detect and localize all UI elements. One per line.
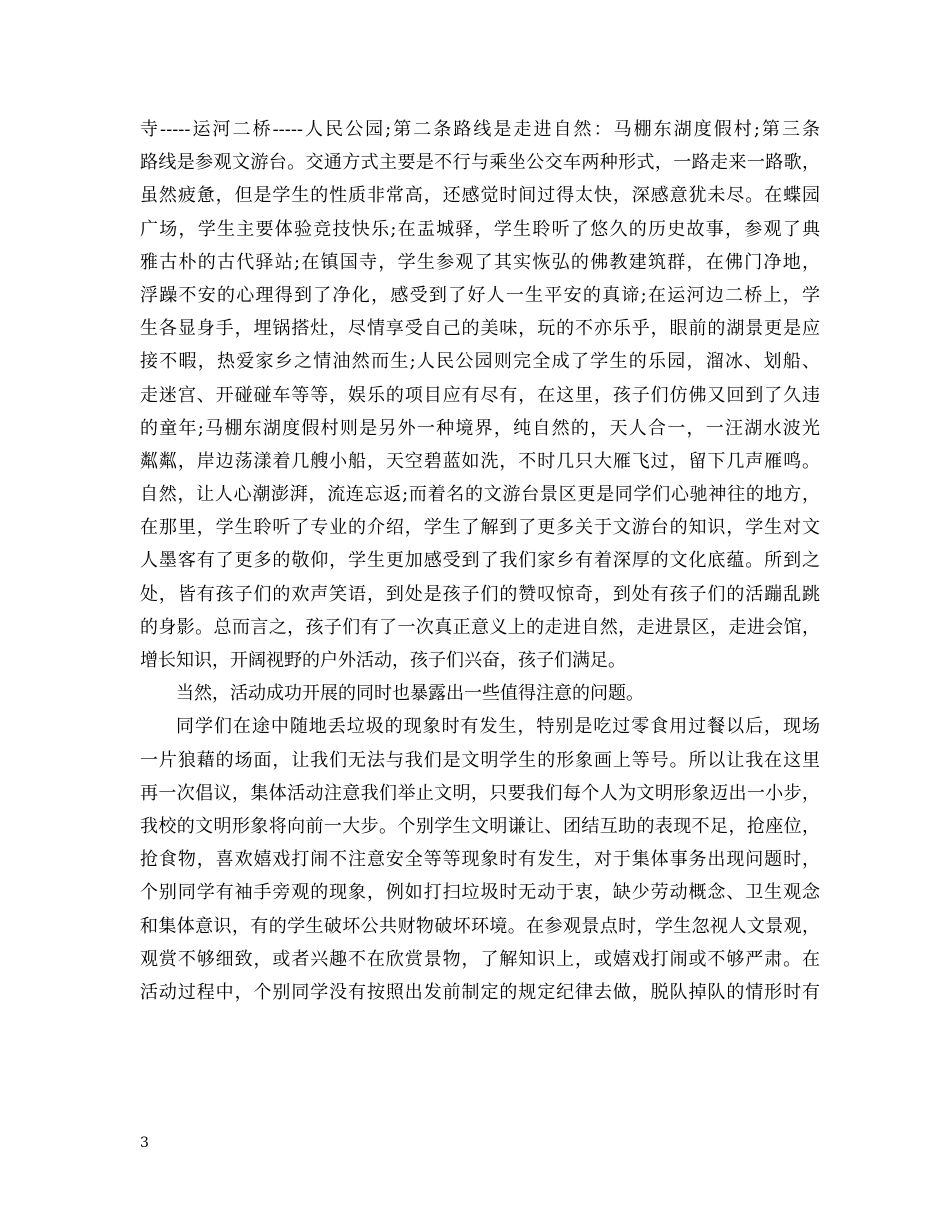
- text-line: 自然，让人心潮澎湃，流连忘返;而着名的文游台景区更是同学们心驰神往的地方，: [140, 484, 820, 506]
- text-line: 虽然疲惫，但是学生的性质非常高，还感觉时间过得太快，深感意犹未尽。在蝶园: [140, 185, 820, 207]
- text-line: 活动过程中，个别同学没有按照出发前制定的规定纪律去做，脱队掉队的情形时有: [140, 981, 820, 1003]
- text-line: 寺-----运河二桥-----人民公园;第二条路线是走进自然：马棚东湖度假村;第三条: [140, 119, 820, 140]
- text-line: 走迷宫、开碰碰车等等，娱乐的项目应有尽有，在这里，孩子们仿佛又回到了久违: [140, 384, 820, 406]
- text-line: 人墨客有了更多的敬仰，学生更加感受到了我们家乡有着深厚的文化底蕴。所到之: [140, 550, 820, 572]
- text-line: 观赏不够细致，或者兴趣不在欣赏景物，了解知识上，或嬉戏打闹或不够严肃。在: [140, 948, 820, 970]
- text-line: 广场，学生主要体验竞技快乐;在盂城驿，学生聆听了悠久的历史故事，参观了典: [140, 218, 820, 240]
- text-line: 一片狼藉的场面，让我们无法与我们是文明学生的形象画上等号。所以让我在这里: [140, 749, 820, 771]
- text-line: 和集体意识，有的学生破坏公共财物破坏环境。在参观景点时，学生忽视人文景观，: [140, 915, 820, 937]
- text-line: 增长知识，开阔视野的户外活动，孩子们兴奋，孩子们满足。: [140, 650, 626, 671]
- text-line: 我校的文明形象将向前一大步。个别学生文明谦让、团结互助的表现不足，抢座位，: [140, 815, 820, 837]
- text-line: 再一次倡议，集体活动注意我们举止文明，只要我们每个人为文明形象迈出一小步，: [140, 782, 820, 804]
- text-line: 的身影。总而言之，孩子们有了一次真正意义上的走进自然，走进景区，走进会馆，: [140, 616, 820, 638]
- text-line: 路线是参观文游台。交通方式主要是不行与乘坐公交车两种形式，一路走来一路歌，: [140, 152, 820, 174]
- text-line: 粼粼，岸边荡漾着几艘小船，天空碧蓝如洗，不时几只大雁飞过，留下几声雁鸣。: [140, 450, 820, 472]
- text-line: 个别同学有袖手旁观的现象，例如打扫垃圾时无动于衷，缺少劳动概念、卫生观念: [140, 882, 820, 904]
- text-line: 的童年;马棚东湖度假村则是另外一种境界，纯自然的，天人合一，一汪湖水波光: [140, 417, 820, 439]
- text-line: 接不暇，热爱家乡之情油然而生;人民公园则完全成了学生的乐园，溜冰、划船、: [140, 351, 820, 373]
- text-line: 生各显身手，埋锅搭灶，尽情享受自己的美味，玩的不亦乐乎，眼前的湖景更是应: [140, 318, 820, 340]
- text-line: 雅古朴的古代驿站;在镇国寺，学生参观了其实恢弘的佛教建筑群，在佛门净地，: [140, 251, 820, 273]
- paragraph-first-line: 当然，活动成功开展的同时也暴露出一些值得注意的问题。: [176, 683, 644, 705]
- text-line: 在那里，学生聆听了专业的介绍，学生了解到了更多关于文游台的知识，学生对文: [140, 517, 820, 539]
- page-number: 3: [140, 1135, 149, 1151]
- text-line: 处，皆有孩子们的欢声笑语，到处是孩子们的赞叹惊奇，到处有孩子们的活蹦乱跳: [140, 583, 820, 605]
- text-line: 浮躁不安的心理得到了净化，感受到了好人一生平安的真谛;在运河边二桥上，学: [140, 284, 820, 306]
- body-text: [140, 113, 820, 1009]
- paragraph-first-line: 同学们在途中随地丢垃圾的现象时有发生，特别是吃过零食用过餐以后，现场: [176, 716, 820, 738]
- text-line: 抢食物，喜欢嬉戏打闹不注意安全等等现象时有发生，对于集体事务出现问题时，: [140, 849, 820, 871]
